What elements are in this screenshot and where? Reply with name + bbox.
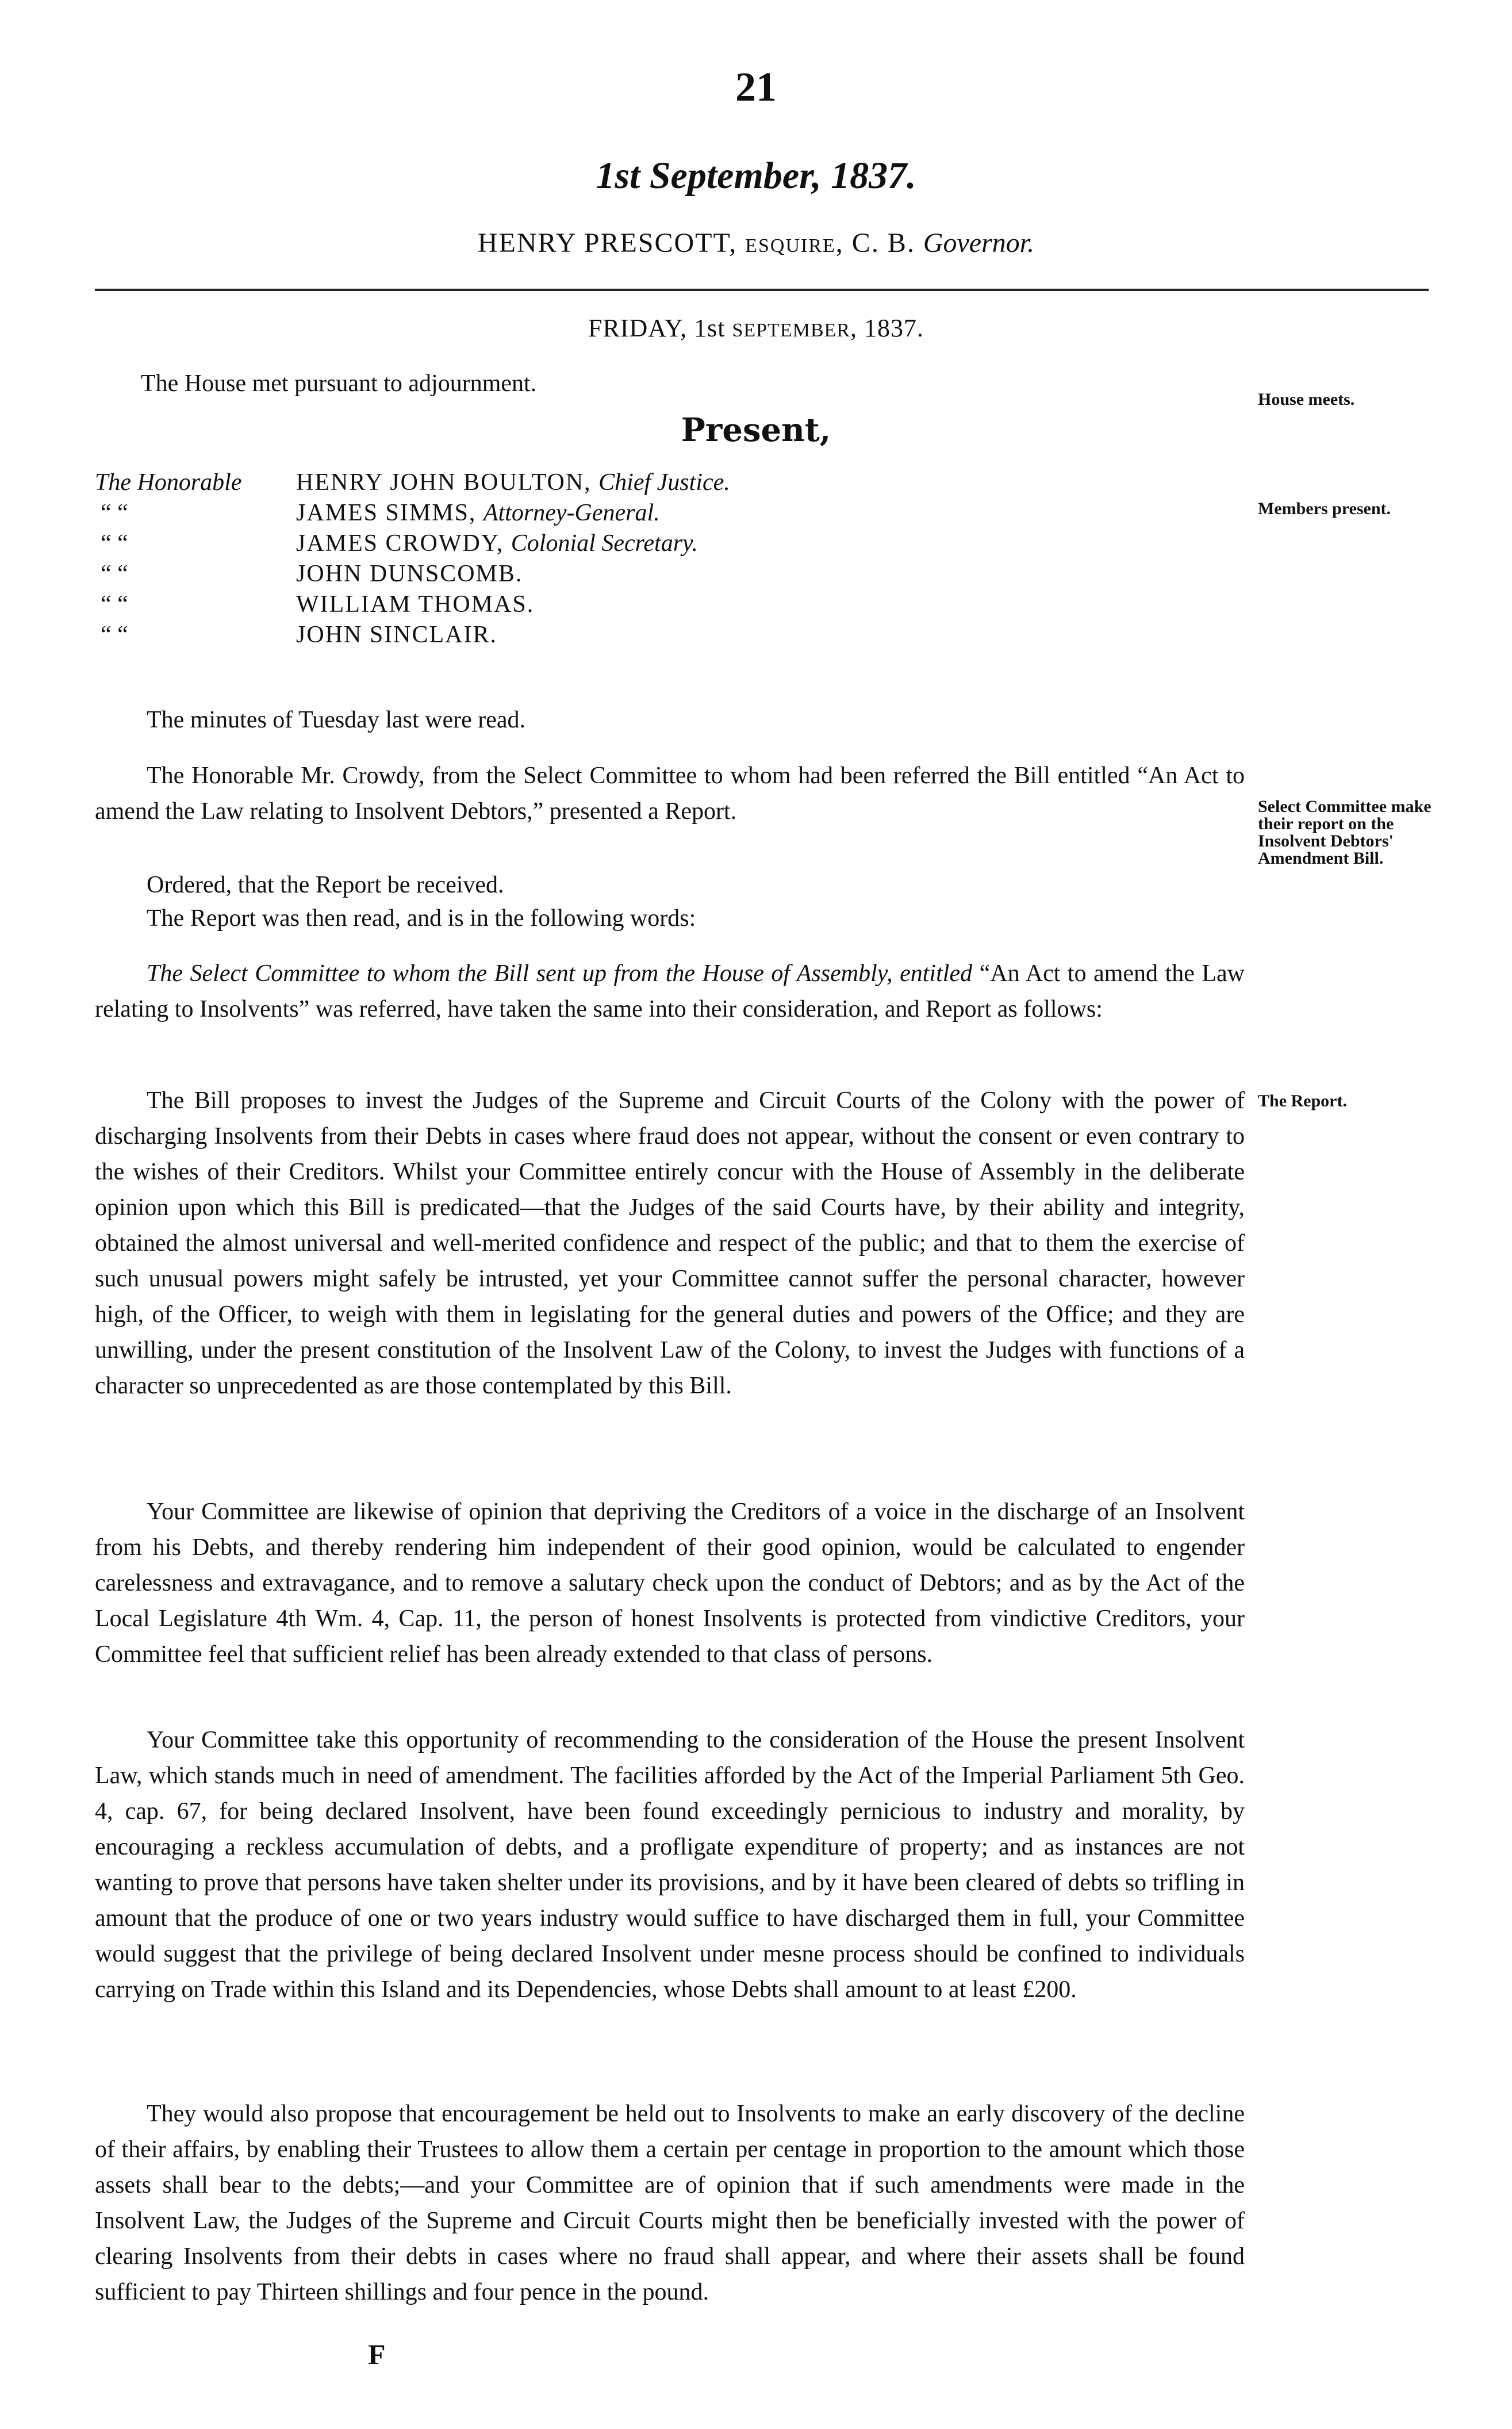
sitting-year: , 1837. [850, 314, 924, 342]
member-office: Colonial Secretary. [511, 530, 698, 557]
margin-note-the-report: The Report. [1258, 1091, 1347, 1110]
member-title: The Honorable [95, 469, 242, 496]
member-row [95, 591, 1187, 621]
member-office: Chief Justice. [598, 469, 730, 496]
member-row [95, 621, 1187, 652]
page-number: 21 [735, 64, 777, 110]
member-row [95, 469, 1187, 499]
date-heading: 1st September, 1837. [596, 155, 916, 197]
sitting-month: SEPTEMBER [732, 320, 850, 341]
member-name [296, 530, 698, 557]
member-name [296, 591, 534, 618]
member-name [296, 560, 523, 588]
governor-suffix: , C. B. [835, 228, 923, 258]
member-name-text: JAMES SIMMS, [296, 500, 483, 526]
governor-line [0, 227, 1512, 259]
member-title: “ “ [101, 530, 128, 557]
ordered-line: Ordered, that the Report be received. [147, 872, 504, 898]
member-row [95, 499, 1187, 530]
member-name [296, 621, 497, 649]
house-met-line: The House met pursuant to adjournment. [141, 370, 537, 397]
sitting-day: FRIDAY, 1st [588, 314, 732, 342]
margin-note-select-committee: Select Committee make their report on the Insolvent Debtors' Amendment Bill. [1258, 797, 1432, 868]
report-paragraph-4: They would also propose that encouragement be held out to Insolvents to make an early discovery of the decline of their affairs, by enabling their Trustees to allow them a certain per centage in proportion to the amount which those assets shall bear to the debts;—and your Committee are of opinion that if such amendments were made in the Insolvent Law, the Judges of the Supreme and Circuit Courts might then be beneficially invested with the power of clearing Insolvents from their debts in cases where no fraud shall appear, and where their assets shall be found sufficient to pay Thirteen shillings and four pence in the pound. [95, 2101, 1245, 2305]
member-name [296, 499, 660, 527]
report-intro-italic: The Select Committee to whom the Bill sent up from the House of Assembly, entitled [147, 960, 973, 987]
report-paragraph-2: Your Committee are likewise of opinion that depriving the Creditors of a voice in the discharge of an Insolvent from his Debts, and thereby rendering him independent of their good opinion, would be calculated to engender carelessness and extravagance, and to remove a salutary check upon the conduct of Debtors; and as by the Act of the Local Legislature 4th Wm. 4, Cap. 11, the person of honest Insolvents is protected from vindictive Creditors, your Committee feel that sufficient relief has been already extended to that class of persons. [95, 1499, 1245, 1668]
report-paragraph-3: Your Committee take this opportunity of recommending to the consideration of the House the present Insolvent Law, which stands much in need of amendment. The facilities afforded by the Act of the Imperial Parliament 5th Geo. 4, cap. 67, for being declared Insolvent, have been found exceedingly pernicious to industry and morality, by encouraging a reckless accumulation of debts, and a profligate expenditure of property; and as instances are not wanting to prove that persons have taken shelter under its provisions, and by it have been cleared of debts so trifling in amount that the produce of one or two years industry would suffice to have discharged them in full, your Committee would suggest that the privilege of being declared Insolvent under mesne process should be confined to individuals carrying on Trade within this Island and its Dependencies, whose Debts shall amount to at least £200. [95, 1727, 1245, 2003]
member-office: Attorney-General. [483, 500, 660, 526]
margin-note-house-meets: House meets. [1258, 390, 1355, 409]
report-intro-paragraph [95, 956, 1245, 1027]
crowdy-report-paragraph: The Honorable Mr. Crowdy, from the Select Committee to whom had been referred the Bill entitled “An Act to amend the Law relating to Insolvent Debtors,” presented a Report. [95, 763, 1245, 825]
report-read-line: The Report was then read, and is in the following words: [147, 905, 696, 932]
member-name-text: HENRY JOHN BOULTON, [296, 469, 599, 496]
present-heading: Present, [681, 411, 831, 449]
header-divider [95, 289, 1429, 291]
member-name-text: JOHN SINCLAIR. [296, 622, 498, 648]
member-title: “ “ [101, 622, 128, 648]
member-name [296, 469, 730, 496]
member-name-text: JAMES CROWDY, [296, 530, 511, 557]
minutes-line: The minutes of Tuesday last were read. [147, 707, 526, 733]
member-title: “ “ [101, 500, 128, 526]
governor-esquire: ESQUIRE [745, 235, 836, 256]
margin-note-members-present: Members present. [1258, 499, 1391, 518]
signature-mark: F [368, 2338, 386, 2370]
governor-name: HENRY PRESCOTT, [477, 228, 746, 258]
report-paragraph-1: The Bill proposes to invest the Judges of the Supreme and Circuit Courts of the Colony with the power of discharging Insolvents from their Debts in cases where fraud does not appear, without the consent or even contrary to the wishes of their Creditors. Whilst your Committee entirely concur with the House of Assembly in the deliberate opinion upon which this Bill is predicated—that the Judges of the said Courts have, by their ability and integrity, obtained the almost universal and well-merited confidence and respect of the public; and that to them the exercise of such unusual powers might safely be intrusted, yet your Committee cannot suffer the personal character, however high, of the Officer, to weigh with them in legislating for the general duties and powers of the Office; and they are unwilling, under the present constitution of the Insolvent Law of the Colony, to invest the Judges with functions of a character so unprecedented as are those contemplated by this Bill. [95, 1087, 1245, 1399]
member-row [95, 530, 1187, 560]
member-title: “ “ [101, 561, 128, 587]
sitting-date [0, 313, 1512, 343]
members-list [95, 469, 1187, 652]
member-title: “ “ [101, 591, 128, 618]
member-name-text: WILLIAM THOMAS. [296, 591, 535, 618]
governor-title: Governor. [923, 228, 1035, 258]
report-intro-rest: “An Act to amend the Law relating to Insolvents” was referred, have taken the same into their consideration, and Report as follows: [95, 960, 1245, 1022]
member-row [95, 560, 1187, 591]
member-name-text: JOHN DUNSCOMB. [296, 561, 523, 587]
